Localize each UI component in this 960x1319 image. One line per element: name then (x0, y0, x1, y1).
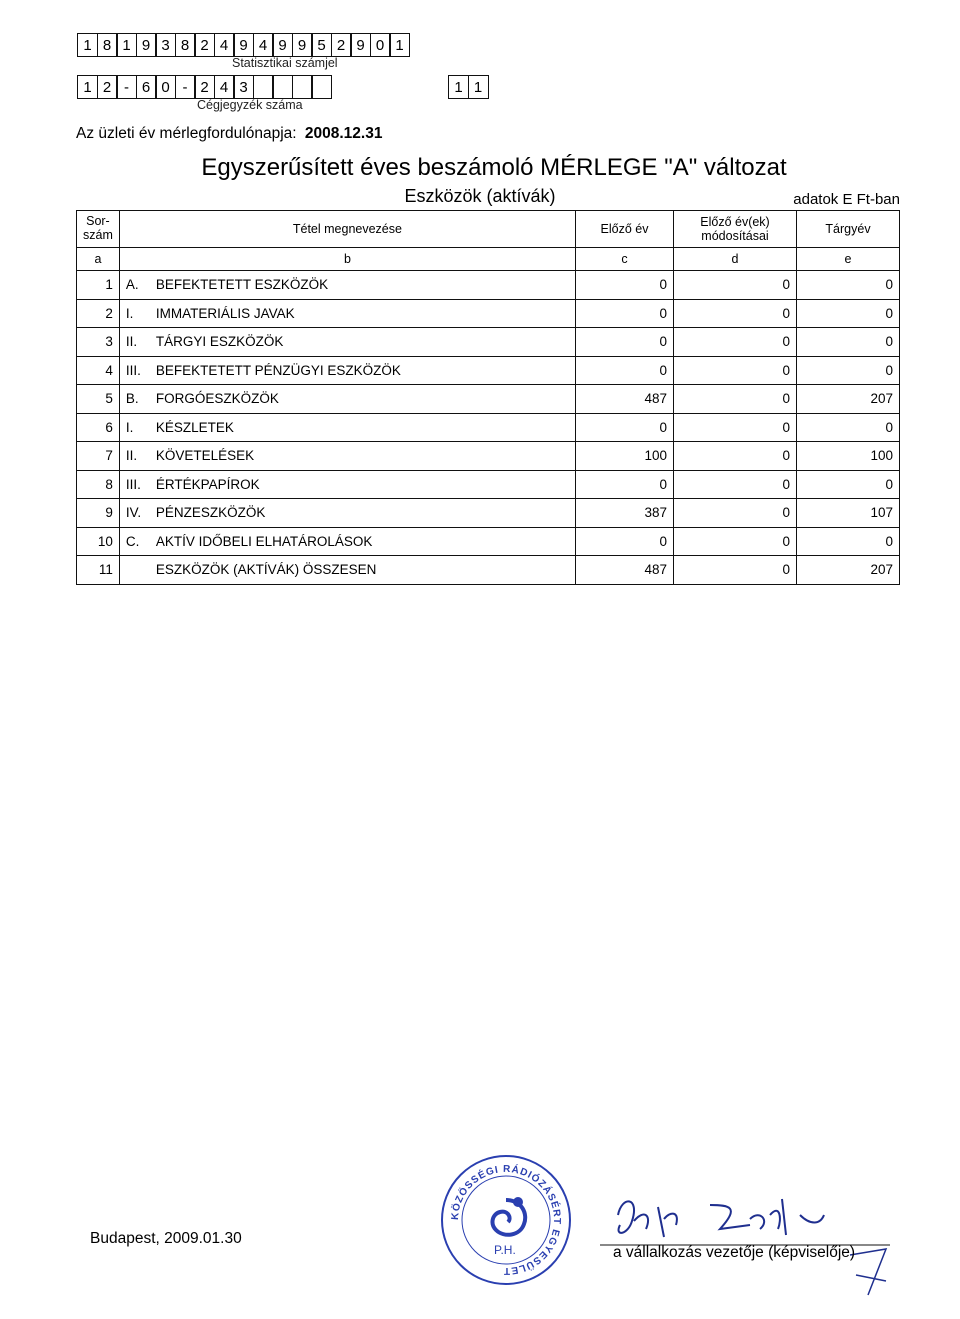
row-previous-year: 0 (576, 356, 674, 385)
row-index: 2 (77, 299, 120, 328)
table-row (77, 499, 900, 528)
row-adjustments: 0 (674, 356, 797, 385)
row-previous-year: 0 (576, 470, 674, 499)
row-code: I. (119, 299, 150, 328)
stamp-ph: P.H. (494, 1243, 516, 1257)
row-previous-year: 0 (576, 527, 674, 556)
digit-box: 5 (311, 33, 332, 57)
table-header-row (77, 211, 900, 248)
digit-box: 4 (214, 33, 235, 57)
row-name: BEFEKTETETT ESZKÖZÖK (150, 271, 576, 300)
stamp-ring-text: KÖZÖSSÉGI RÁDIÓZÁSÉRT EGYESÜLET (449, 1163, 563, 1277)
row-code: II. (119, 328, 150, 357)
header-sorszam: Sor-szám (77, 211, 120, 248)
row-adjustments: 0 (674, 527, 797, 556)
row-adjustments: 0 (674, 385, 797, 414)
row-current-year: 207 (797, 556, 900, 585)
row-index: 8 (77, 470, 120, 499)
digit-box: 3 (155, 33, 176, 57)
row-index: 3 (77, 328, 120, 357)
row-name: KÖVETELÉSEK (150, 442, 576, 471)
row-adjustments: 0 (674, 413, 797, 442)
balance-sheet-body (77, 271, 900, 585)
row-current-year: 0 (797, 470, 900, 499)
signer-label: a vállalkozás vezetője (képviselője) (613, 1244, 856, 1261)
digit-box: 8 (175, 33, 196, 57)
row-current-year: 0 (797, 527, 900, 556)
row-adjustments: 0 (674, 328, 797, 357)
row-index: 10 (77, 527, 120, 556)
digit-box: 2 (194, 33, 215, 57)
row-current-year: 0 (797, 328, 900, 357)
row-index: 5 (77, 385, 120, 414)
row-name: KÉSZLETEK (150, 413, 576, 442)
digit-box: 4 (214, 75, 235, 99)
letter-e: e (797, 248, 900, 271)
row-previous-year: 100 (576, 442, 674, 471)
header-targyev: Tárgyév (797, 211, 900, 248)
row-previous-year: 487 (576, 385, 674, 414)
row-code: III. (119, 356, 150, 385)
digit-box: 6 (136, 75, 157, 99)
header-elozo: Előző év (576, 211, 674, 248)
digit-box (272, 75, 293, 99)
header-tetel: Tétel megnevezése (119, 211, 575, 248)
row-current-year: 107 (797, 499, 900, 528)
row-name: FORGÓESZKÖZÖK (150, 385, 576, 414)
digit-box: 1 (448, 75, 469, 99)
row-name: AKTÍV IDŐBELI ELHATÁROLÁSOK (150, 527, 576, 556)
table-row (77, 271, 900, 300)
digit-box: 1 (77, 75, 98, 99)
digit-box: 9 (136, 33, 157, 57)
row-previous-year: 387 (576, 499, 674, 528)
digit-box (292, 75, 313, 99)
document-title: Egyszerűsített éves beszámoló MÉRLEGE "A" változat (201, 154, 787, 181)
digit-box (253, 75, 274, 99)
row-name: ÉRTÉKPAPÍROK (150, 470, 576, 499)
table-row (77, 356, 900, 385)
row-adjustments: 0 (674, 470, 797, 499)
document-subtitle: Eszközök (aktívák) (404, 186, 556, 206)
row-previous-year: 0 (576, 413, 674, 442)
digit-box: 2 (331, 33, 352, 57)
letter-a: a (77, 248, 120, 271)
digit-box: 8 (97, 33, 118, 57)
digit-box: 0 (155, 75, 176, 99)
row-index: 7 (77, 442, 120, 471)
table-row (77, 328, 900, 357)
digit-box: 0 (370, 33, 391, 57)
row-current-year: 100 (797, 442, 900, 471)
digit-box: 2 (97, 75, 118, 99)
row-adjustments: 0 (674, 499, 797, 528)
row-previous-year: 487 (576, 556, 674, 585)
digit-box: 1 (77, 33, 98, 57)
statistical-number-boxes (77, 33, 409, 57)
letter-b: b (119, 248, 575, 271)
digit-box: 1 (116, 33, 137, 57)
row-current-year: 0 (797, 356, 900, 385)
row-code: II. (119, 442, 150, 471)
row-code: B. (119, 385, 150, 414)
row-index: 1 (77, 271, 120, 300)
row-code: C. (119, 527, 150, 556)
letter-c: c (576, 248, 674, 271)
place-date: Budapest, 2009.01.30 (90, 1230, 242, 1247)
row-code: A. (119, 271, 150, 300)
digit-box: 3 (233, 75, 254, 99)
row-code: I. (119, 413, 150, 442)
balance-date-label: Az üzleti év mérlegfordulónapja: (76, 125, 297, 142)
digit-box: 4 (253, 33, 274, 57)
unit-note: adatok E Ft-ban (793, 191, 900, 208)
row-name: BEFEKTETETT PÉNZÜGYI ESZKÖZÖK (150, 356, 576, 385)
row-index: 6 (77, 413, 120, 442)
statistical-number-caption: Statisztikai számjel (232, 56, 338, 70)
svg-text:KÖZÖSSÉGI RÁDIÓZÁSÉRT EGYESÜLE (449, 1162, 563, 1276)
table-row (77, 556, 900, 585)
row-index: 9 (77, 499, 120, 528)
table-row (77, 299, 900, 328)
digit-box: - (175, 75, 196, 99)
row-name: PÉNZESZKÖZÖK (150, 499, 576, 528)
row-current-year: 0 (797, 299, 900, 328)
row-index: 11 (77, 556, 120, 585)
registration-number-caption: Cégjegyzék száma (197, 98, 303, 112)
row-current-year: 207 (797, 385, 900, 414)
row-name: IMMATERIÁLIS JAVAK (150, 299, 576, 328)
balance-date-value: 2008.12.31 (304, 125, 383, 142)
row-current-year: 0 (797, 271, 900, 300)
digit-box: 9 (350, 33, 371, 57)
registration-number-boxes (77, 75, 331, 99)
row-code: III. (119, 470, 150, 499)
balance-date-line (76, 125, 382, 143)
digit-box: 9 (272, 33, 293, 57)
table-row (77, 527, 900, 556)
company-stamp (438, 1152, 574, 1288)
digit-box: 9 (233, 33, 254, 57)
row-adjustments: 0 (674, 299, 797, 328)
row-code: IV. (119, 499, 150, 528)
row-adjustments: 0 (674, 271, 797, 300)
table-row (77, 413, 900, 442)
row-adjustments: 0 (674, 556, 797, 585)
table-row (77, 385, 900, 414)
digit-box: 1 (468, 75, 489, 99)
row-adjustments: 0 (674, 442, 797, 471)
digit-box: 9 (292, 33, 313, 57)
row-name: TÁRGYI ESZKÖZÖK (150, 328, 576, 357)
digit-box (311, 75, 332, 99)
table-row (77, 470, 900, 499)
row-index: 4 (77, 356, 120, 385)
digit-box: 1 (389, 33, 410, 57)
letter-d: d (674, 248, 797, 271)
row-current-year: 0 (797, 413, 900, 442)
digit-box: 2 (194, 75, 215, 99)
column-letters-row (77, 248, 900, 271)
row-previous-year: 0 (576, 328, 674, 357)
registration-suffix-boxes (448, 75, 487, 99)
table-row (77, 442, 900, 471)
digit-box: - (116, 75, 137, 99)
row-previous-year: 0 (576, 299, 674, 328)
balance-sheet-table (76, 210, 900, 585)
header-modositas: Előző év(ek) módosításai (674, 211, 797, 248)
row-name: ESZKÖZÖK (AKTÍVÁK) ÖSSZESEN (150, 556, 576, 585)
row-code (119, 556, 150, 585)
row-previous-year: 0 (576, 271, 674, 300)
